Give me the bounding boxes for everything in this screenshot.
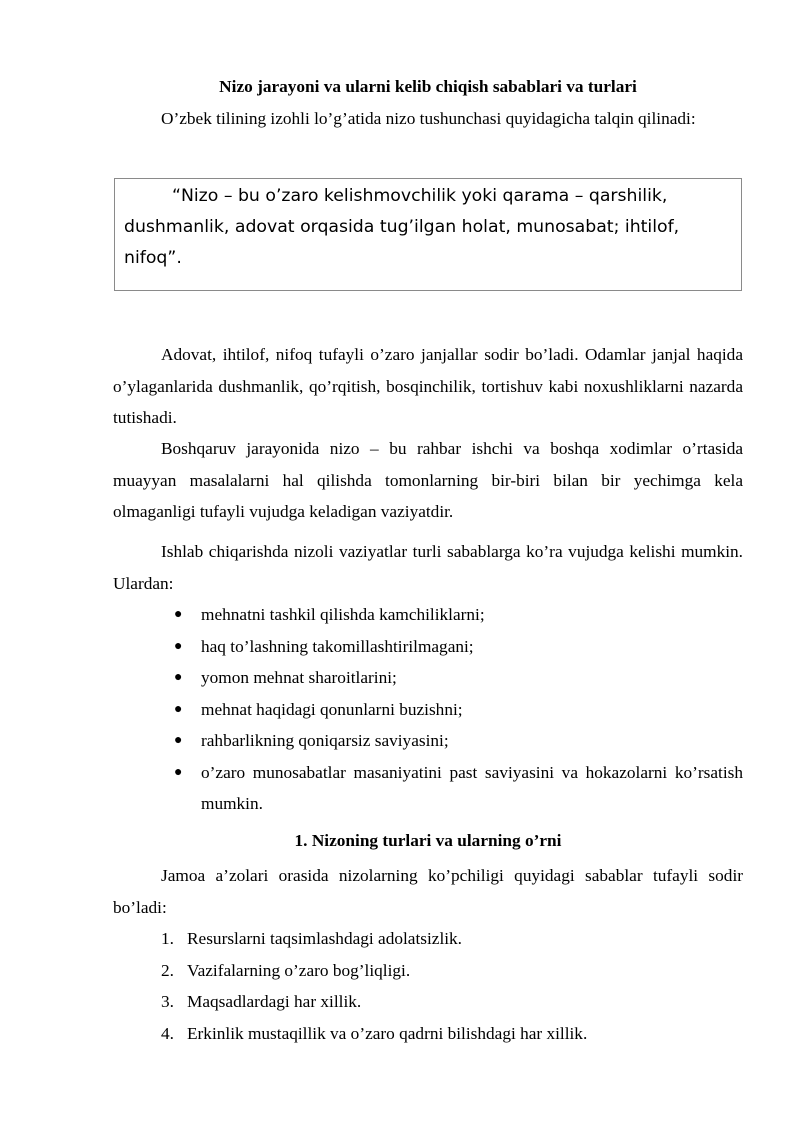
document-title: Nizo jarayoni va ularni kelib chiqish sabablari va turlari <box>219 77 637 96</box>
bullet-list-item <box>0 757 743 820</box>
list-number: 3. <box>161 992 174 1011</box>
numbered-item-text: Erkinlik mustaqillik va o’zaro qadrni bilishdagi har xillik. <box>187 1023 588 1043</box>
bullet-icon: ● <box>174 764 183 780</box>
intro-paragraph: O’zbek tilining izohli lo’g’atida nizo tushunchasi quyidagicha talqin qilinadi: <box>161 109 696 128</box>
definition-quote-text: “Nizo – bu o’zaro kelishmovchilik yoki qarama – qarshilik, dushmanlik, adovat orqasida tug’ilgan holat, munosabat; ihtilof, nifoq”. <box>124 186 680 268</box>
bullet-item-text: rahbarlikning qoniqarsiz saviyasini; <box>201 731 449 750</box>
numbered-list-item <box>0 923 800 955</box>
causes-bullet-list <box>0 599 800 820</box>
bullet-list-item <box>0 599 743 631</box>
list-number: 4. <box>161 1023 174 1043</box>
numbered-list-item <box>0 986 800 1018</box>
numbered-list-item <box>0 955 800 987</box>
bullet-list-item <box>0 694 743 726</box>
bullet-item-text: o’zaro munosabatlar masaniyatini past saviyasini va hokazolarni ko’rsatish mumkin. <box>201 762 743 813</box>
reasons-numbered-list <box>0 923 800 1049</box>
bullet-icon: ● <box>174 733 183 748</box>
numbered-item-text: Vazifalarning o’zaro bog’liqligi. <box>187 960 411 980</box>
bullet-list-item <box>0 631 743 663</box>
list-number: 1. <box>161 929 174 948</box>
section-paragraph: Jamoa a’zolari orasida nizolarning ko’pchiligi quyidagi sabablar tufayli sodir bo’ladi: <box>113 866 743 917</box>
body-paragraph-1: Adovat, ihtilof, nifoq tufayli o’zaro janjallar sodir bo’ladi. Odamlar janjal haqida o’ylaganlarida dushmanlik, qo’rqitish, bosqinchilik, tortishuv kabi noxushliklarni nazarda tutishadi. <box>113 345 743 427</box>
bullet-item-text: yomon mehnat sharoitlarini; <box>201 668 397 687</box>
list-number: 2. <box>161 960 174 980</box>
numbered-list-item <box>0 1018 800 1050</box>
body-paragraph-2: Boshqaruv jarayonida nizo – bu rahbar ishchi va boshqa xodimlar o’rtasida muayyan masalalarni hal qilishda tomonlarning bir-biri bilan bir yechimga kela olmaganligi tufayli vujudga keladigan vaziyatdir. <box>113 439 743 521</box>
bullet-icon: ● <box>174 670 183 685</box>
section-heading: 1. Nizoning turlari va ularning o’rni <box>294 831 562 850</box>
definition-quote-box <box>114 178 742 291</box>
bullet-item-text: haq to’lashning takomillashtirilmagani; <box>201 636 474 656</box>
bullet-icon: ● <box>174 638 183 654</box>
bullet-list-item <box>0 725 743 757</box>
numbered-item-text: Resurslarni taqsimlashdagi adolatsizlik. <box>187 929 463 948</box>
numbered-item-text: Maqsadlardagi har xillik. <box>187 992 362 1011</box>
bullet-icon: ● <box>174 607 183 622</box>
body-paragraph-3: Ishlab chiqarishda nizoli vaziyatlar turli sabablarga ko’ra vujudga kelishi mumkin. Ulardan: <box>113 542 743 593</box>
bullet-item-text: mehnat haqidagi qonunlarni buzishni; <box>201 699 463 719</box>
bullet-icon: ● <box>174 701 183 717</box>
bullet-item-text: mehnatni tashkil qilishda kamchiliklarni; <box>201 605 485 624</box>
bullet-list-item <box>0 662 743 694</box>
